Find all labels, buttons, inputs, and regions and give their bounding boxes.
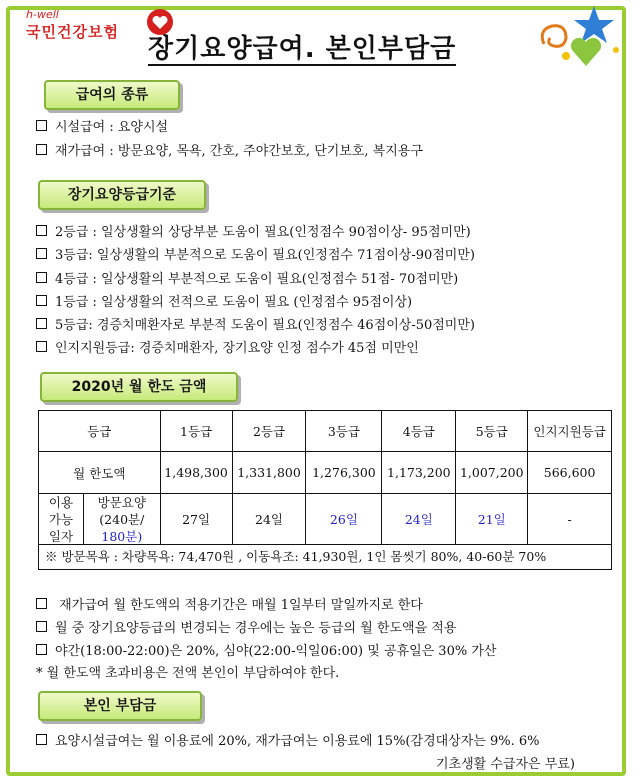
header-cell: 1등급 [160, 411, 232, 452]
benefit-line-2 [36, 140, 423, 159]
table-cell: 24일 [382, 494, 456, 545]
checkbox-icon [36, 598, 47, 609]
rule-line-text: 야간(18:00-22:00)은 20%, 심야(22:00-익일06:00) 및 공휴일은 30% 가산 [55, 644, 497, 659]
table-cell: 1,173,200 [382, 452, 456, 494]
table-cell: 26일 [306, 494, 382, 545]
checkbox-icon [36, 318, 47, 329]
checkbox-icon [36, 621, 47, 632]
star-heart-decoration-icon [536, 4, 624, 68]
label-text: 가능 [48, 511, 74, 527]
table-cell: 1,276,300 [306, 452, 382, 494]
rule-line-text: 재가급여 월 한도액의 적용기간은 매월 1일부터 말일까지로 한다 [55, 598, 423, 613]
checkbox-icon [36, 225, 47, 236]
grade-line [36, 314, 475, 333]
header-cell: 5등급 [456, 411, 528, 452]
label-text: 이용 [48, 494, 74, 510]
checkbox-icon [36, 144, 47, 155]
section-benefit-types: 급여의 종류 [44, 80, 180, 110]
table-cell: 1,331,800 [232, 452, 306, 494]
header-cell: 2등급 [232, 411, 306, 452]
header-cell: 인지지원등급 [528, 411, 612, 452]
heart-icon [146, 8, 174, 36]
row-label [39, 494, 161, 545]
section-copay: 본인 부담금 [38, 691, 202, 721]
section-grade-criteria: 장기요양등급기준 [38, 180, 206, 210]
table-cell: 1,498,300 [160, 452, 232, 494]
table-cell: 566,600 [528, 452, 612, 494]
grade-line-text: 2등급 : 일상생활의 상당부분 도움이 필요(인정점수 90점이상- 95점미만) [55, 225, 471, 240]
section-monthly-limit: 2020년 월 한도 금액 [40, 372, 238, 402]
grade-line [36, 337, 419, 356]
benefit-line-1 [36, 116, 168, 135]
nhis-logo [26, 8, 119, 42]
table-cell: 27일 [160, 494, 232, 545]
checkbox-icon [36, 341, 47, 352]
grade-line [36, 268, 458, 287]
table-row [39, 452, 612, 494]
logo-small-text: h-well [26, 8, 59, 21]
rule-line [36, 617, 456, 636]
grade-line [36, 291, 412, 310]
copay-line-text: 요양시설급여는 월 이용료에 20%, 재가급여는 이용료에 15%(감경대상자는 9%. 6% [55, 734, 540, 749]
grade-line [36, 221, 471, 240]
copay-line-2: 기초생활 수급자은 무료) [436, 757, 575, 772]
row-label-right [84, 494, 160, 544]
checkbox-icon [36, 644, 47, 655]
table-header-row [39, 411, 612, 452]
checkbox-icon [36, 120, 47, 131]
label-text: 방문요양 [97, 494, 146, 510]
checkbox-icon [36, 734, 47, 745]
checkbox-icon [36, 272, 47, 283]
rule-line [36, 594, 423, 613]
grade-line [36, 244, 475, 263]
page-title: 장기요양급여. 본인부담금 [148, 34, 457, 64]
benefit-line-2-text: 재가급여 : 방문요양, 목욕, 간호, 주야간보호, 단기보호, 복지용구 [55, 144, 423, 159]
table-cell: 24일 [232, 494, 306, 545]
checkbox-icon [36, 248, 47, 259]
checkbox-icon [36, 295, 47, 306]
rule-line [36, 640, 496, 659]
grade-line-text: 인지지원등급: 경증치매환자, 장기요양 인정 점수가 45점 미만인 [55, 341, 419, 356]
row-label-left [39, 494, 84, 544]
grade-line-text: 5등급: 경증치매환자로 부분적 도움이 필요(인정점수 46점이상-50점미만) [55, 318, 475, 333]
label-text: 180분) [101, 528, 143, 544]
row-label: 월 한도액 [39, 452, 161, 494]
header-cell: 등급 [39, 411, 161, 452]
grade-line-text: 4등급 : 일상생활의 부분적으로 도움이 필요(인정점수 51점- 70점미만) [55, 272, 459, 287]
copay-line [36, 730, 540, 749]
header-cell: 4등급 [382, 411, 456, 452]
rule-line-text: 월 중 장기요양등급의 변경되는 경우에는 높은 등급의 월 한도액을 적용 [55, 621, 457, 636]
monthly-limit-table [38, 410, 612, 545]
bath-note: ※ 방문목욕 : 차량목욕: 74,470원 , 이동욕조: 41,930원, 1인 몸씻기 80%, 40-60분 70% [38, 544, 612, 570]
table-cell: 21일 [456, 494, 528, 545]
label-text: 일자 [48, 528, 74, 544]
logo-main-text: 국민건강보험 [26, 23, 119, 41]
grade-line-text: 1등급 : 일상생활의 전적으로 도움이 필요 (인정점수 95점이상) [55, 295, 413, 310]
grade-line-text: 3등급: 일상생활의 부분적으로 도움이 필요(인정점수 71점이상-90점미만) [55, 248, 475, 263]
table-cell: 1,007,200 [456, 452, 528, 494]
label-text: (240분/ [99, 511, 145, 527]
table-cell: - [528, 494, 612, 545]
table-row [39, 494, 612, 545]
benefit-line-1-text: 시설급여 : 요양시설 [55, 120, 169, 135]
header-cell: 3등급 [306, 411, 382, 452]
rule-star-line: * 월 한도액 초과비용은 전액 본인이 부담하여야 한다. [36, 666, 340, 681]
